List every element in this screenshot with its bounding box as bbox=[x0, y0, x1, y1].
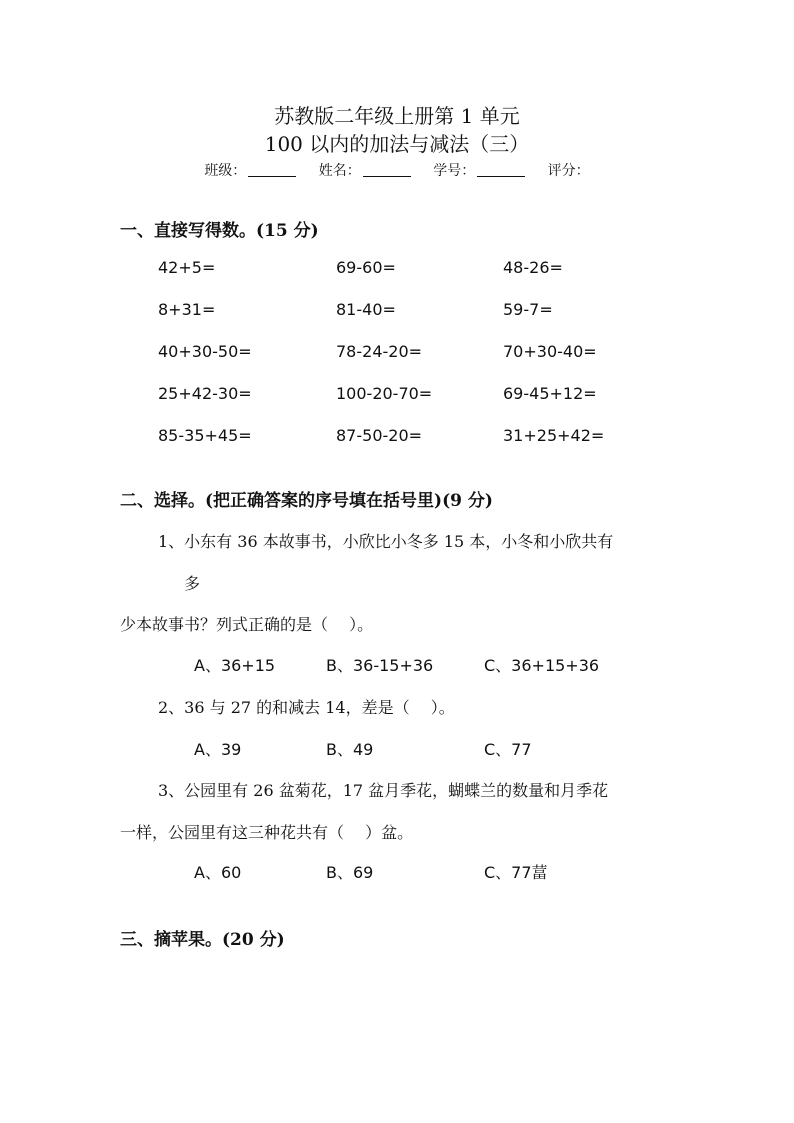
arithmetic-item: 42+5= bbox=[158, 258, 216, 277]
arithmetic-item: 59-7= bbox=[503, 300, 553, 319]
question2-option-a: A、39 bbox=[194, 740, 242, 759]
question1-option-c: C、36+15+36 bbox=[484, 656, 600, 675]
arithmetic-item: 70+30-40= bbox=[503, 342, 597, 361]
arithmetic-item: 69-60= bbox=[336, 258, 396, 277]
question3-option-a: A、60 bbox=[194, 863, 242, 882]
document-title: 苏教版二年级上册第 1 单元 bbox=[274, 104, 520, 128]
arithmetic-item: 48-26= bbox=[503, 258, 563, 277]
question3-option-c: C、77葍 bbox=[484, 863, 548, 882]
name-label: 姓名： bbox=[318, 163, 361, 179]
score-label: 评分： bbox=[547, 163, 590, 179]
arithmetic-item: 31+25+42= bbox=[503, 426, 605, 445]
question1-option-b: B、36-15+36 bbox=[326, 656, 434, 675]
question2-option-b: B、49 bbox=[326, 740, 374, 759]
section2-heading: 二、选择。(把正确答案的序号填在括号里)(9 分) bbox=[120, 491, 493, 511]
arithmetic-item: 78-24-20= bbox=[336, 342, 423, 361]
section1-heading: 一、直接写得数。(15 分) bbox=[120, 221, 319, 241]
student-number-blank bbox=[477, 176, 525, 177]
arithmetic-item: 69-45+12= bbox=[503, 384, 597, 403]
arithmetic-item: 25+42-30= bbox=[158, 384, 252, 403]
question2-text: 2、36 与 27 的和减去 14，差是（ ）。 bbox=[158, 698, 455, 717]
question2-option-c: C、77 bbox=[484, 740, 532, 759]
document-subtitle: 100 以内的加法与减法（三） bbox=[264, 132, 530, 156]
score-field bbox=[548, 163, 590, 179]
question3-text: 3、公园里有 26 盆菊花，17 盆月季花，蝴蝶兰的数量和月季花 bbox=[158, 781, 609, 800]
question1-option-a: A、36+15 bbox=[194, 656, 276, 675]
class-field bbox=[204, 163, 296, 179]
student-number-field bbox=[433, 163, 525, 179]
student-info-row bbox=[0, 160, 794, 180]
question1-text: 1、小东有 36 本故事书，小欣比小冬多 15 本，小冬和小欣共有 bbox=[158, 532, 614, 551]
arithmetic-item: 8+31= bbox=[158, 300, 216, 319]
arithmetic-item: 40+30-50= bbox=[158, 342, 252, 361]
name-field bbox=[319, 163, 411, 179]
arithmetic-item: 100-20-70= bbox=[336, 384, 433, 403]
question1-text-cont: 少本故事书？列式正确的是（ ）。 bbox=[120, 615, 374, 634]
section3-heading: 三、摘苹果。(20 分) bbox=[120, 930, 285, 950]
question3-option-b: B、69 bbox=[326, 863, 374, 882]
arithmetic-item: 87-50-20= bbox=[336, 426, 423, 445]
question3-text-cont: 一样，公园里有这三种花共有（ ）盆。 bbox=[120, 823, 414, 842]
question1-text-wrap: 多 bbox=[184, 574, 201, 593]
student-number-label: 学号： bbox=[433, 163, 476, 179]
class-blank bbox=[248, 176, 296, 177]
arithmetic-item: 81-40= bbox=[336, 300, 396, 319]
name-blank bbox=[363, 176, 411, 177]
arithmetic-item: 85-35+45= bbox=[158, 426, 252, 445]
class-label: 班级： bbox=[204, 163, 247, 179]
